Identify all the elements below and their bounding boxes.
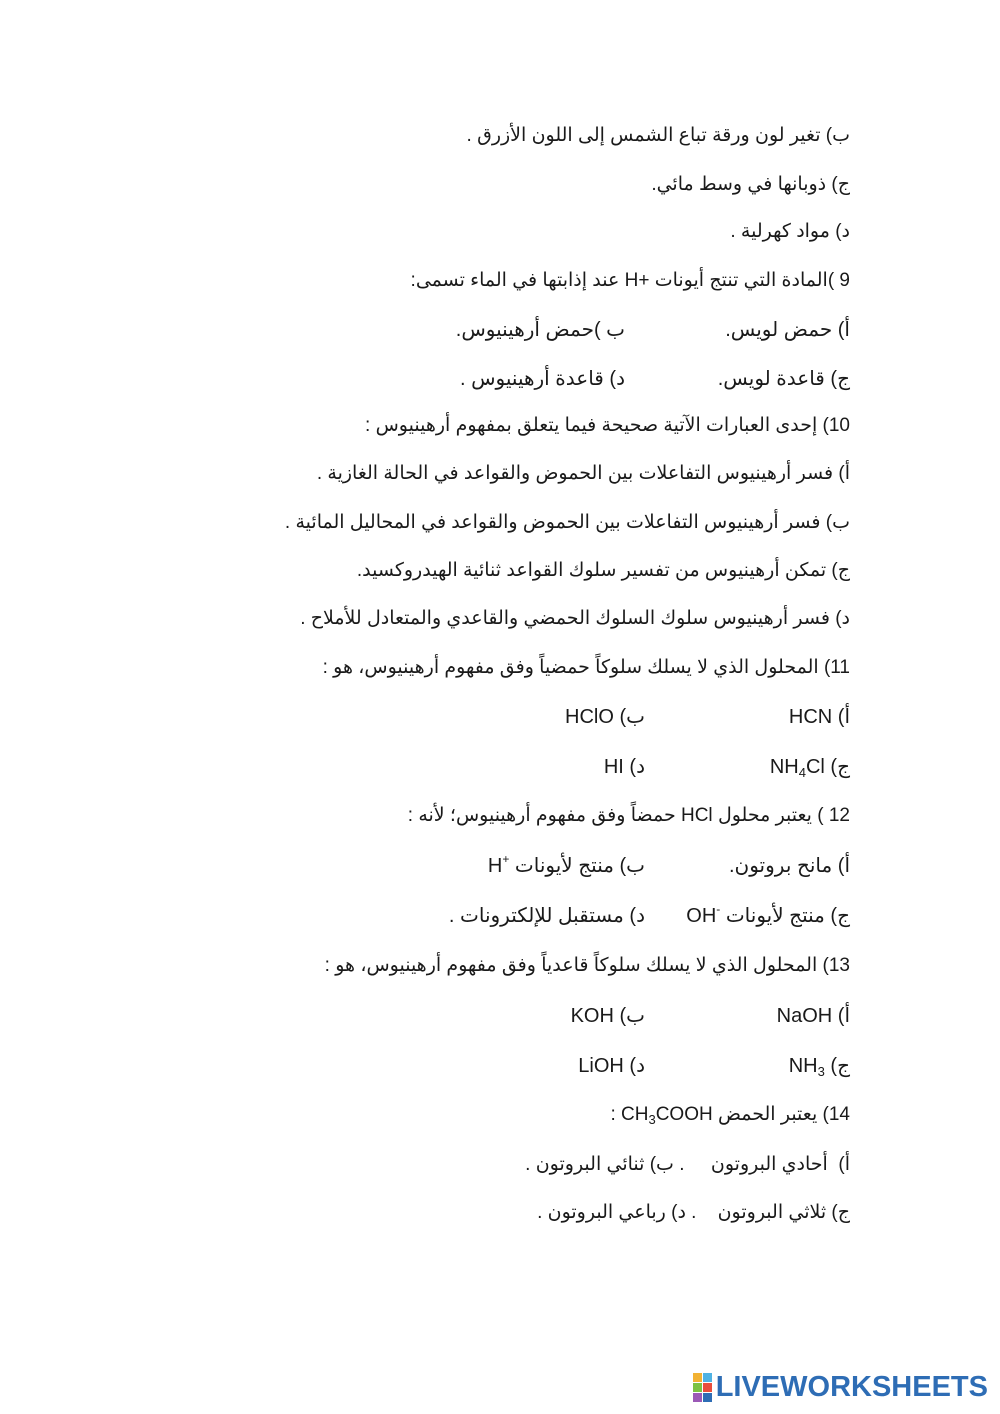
option-d-line: د) مواد كهرلية . [730, 221, 850, 242]
q9-option-b: ب )حمض أرهينيوس. [455, 319, 625, 341]
question-14: 14) يعتبر الحمض $CH_3COOH$ : [610, 1104, 850, 1127]
q13-b-value: KOH [570, 1005, 614, 1027]
q13-c-value: $NH_3$ [788, 1055, 825, 1079]
q12-option-d: د) مستقبل للإلكترونات . [448, 905, 645, 927]
q11-option-c [770, 754, 850, 780]
q11-b-value: HClO [565, 706, 614, 728]
liveworksheets-icon [693, 1373, 712, 1402]
q12-option-c: ج) منتج لأيونات OH- [686, 902, 850, 927]
q9-option-a: أ) حمض لويس. [725, 319, 850, 341]
q10-option-b: ب) فسر أرهينيوس التفاعلات بين الحموض والقواعد في المحاليل المائية . [284, 512, 850, 533]
q13-b-label: ب) [619, 1005, 645, 1027]
q9-option-c: ج) قاعدة لويس. [717, 368, 850, 390]
liveworksheets-logo [693, 1371, 988, 1404]
q12-b-ion: H+ [487, 852, 510, 877]
q12-formula: HCl [680, 805, 713, 826]
q13-option-c [789, 1053, 850, 1079]
q14-options-cd: ج) ثلاثي البروتون . د) رباعي البروتون . [537, 1202, 850, 1223]
q13-option-b [571, 1003, 645, 1029]
q11-option-d [604, 754, 645, 780]
q12-option-b: ب) منتج لأيونات H+ [487, 852, 645, 877]
q11-d-label: د) [629, 756, 645, 778]
q11-option-a [789, 704, 850, 730]
question-13: 13) المحلول الذي لا يسلك سلوكاً قاعدياً وفق مفهوم أرهينيوس، هو : [324, 955, 850, 976]
q11-option-b [565, 704, 645, 730]
q13-d-value: LiOH [578, 1055, 624, 1077]
q11-b-label: ب) [619, 706, 645, 728]
q13-d-label: د) [629, 1055, 645, 1077]
question-10: 10) إحدى العبارات الآتية صحيحة فيما يتعلق بمفهوم أرهينيوس : [365, 415, 850, 436]
q12-c-ion: OH- [686, 902, 721, 927]
question-12: 12 ) يعتبر محلول HCl حمضاً وفق مفهوم أرهينيوس؛ لأنه : [408, 803, 850, 829]
q13-option-a [777, 1003, 850, 1029]
question-9: 9 )المادة التي تنتج أيونات +H عند إذابتها في الماء تسمى: [410, 270, 850, 291]
brand-name: LIVEWORKSHEETS [715, 1371, 988, 1403]
q11-c-value: $NH_4Cl$ [769, 756, 825, 780]
q9-option-d: د) قاعدة أرهينيوس . [460, 368, 625, 390]
q14-formula: $CH_3COOH$ [621, 1104, 713, 1127]
q13-option-d [578, 1053, 645, 1079]
question-11: 11) المحلول الذي لا يسلك سلوكاً حمضياً وفق مفهوم أرهينيوس، هو : [322, 657, 850, 678]
q10-option-c: ج) تمكن أرهينيوس من تفسير سلوك القواعد ثنائية الهيدروكسيد. [356, 560, 850, 581]
q13-a-label: أ) [837, 1005, 850, 1027]
option-c-line: ج) ذوبانها في وسط مائي. [651, 174, 850, 195]
option-b-line: ب) تغير لون ورقة تباع الشمس إلى اللون الأزرق . [466, 125, 850, 146]
q10-option-d: د) فسر أرهينيوس سلوك السلوك الحمضي والقاعدي والمتعادل للأملاح . [300, 608, 850, 629]
q14-options-ab: أ) أحادي البروتون . ب) ثنائي البروتون . [525, 1154, 850, 1175]
q13-c-label: ج) [830, 1055, 850, 1077]
q13-a-value: NaOH [776, 1005, 833, 1027]
q11-c-label: ج) [830, 756, 850, 778]
q11-a-value: HCN [788, 706, 833, 728]
q11-d-value: HI [603, 756, 624, 778]
q10-option-a: أ) فسر أرهينيوس التفاعلات بين الحموض والقواعد في الحالة الغازية . [316, 463, 850, 484]
q12-option-a: أ) مانح بروتون. [728, 855, 850, 877]
q11-a-label: أ) [837, 706, 850, 728]
